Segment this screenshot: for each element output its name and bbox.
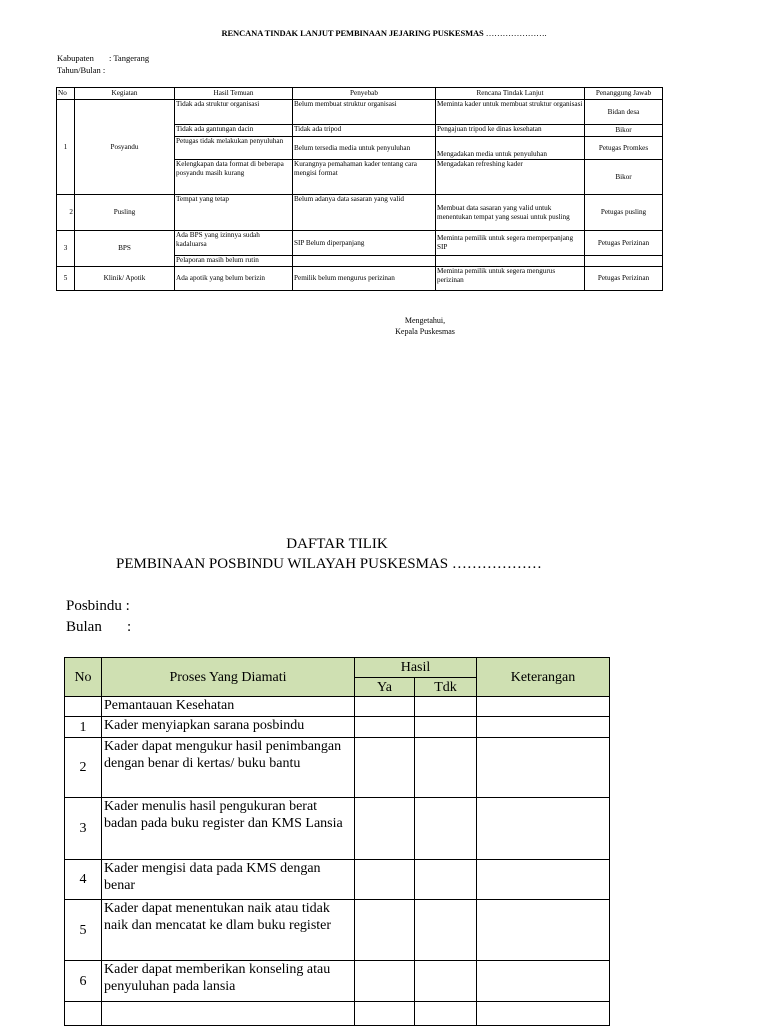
cell-tdk bbox=[415, 1002, 477, 1026]
col-header-pj: Penanggung Jawab bbox=[585, 88, 663, 100]
bulan-label: Bulan bbox=[66, 619, 102, 635]
table-row bbox=[65, 717, 610, 738]
cell-no: 1 bbox=[65, 717, 102, 738]
row-hasil: Petugas tidak melakukan penyuluhan bbox=[175, 137, 293, 160]
kabupaten-label: Kabupaten bbox=[57, 53, 94, 63]
cell-proses: Kader dapat memberikan konseling atau penyuluhan pada lansia bbox=[102, 961, 355, 1002]
col-header-no: No bbox=[57, 88, 75, 100]
row-penyebab bbox=[293, 256, 436, 267]
col-header-ya: Ya bbox=[355, 678, 415, 697]
row-rtl: Membuat data sasaran yang valid untuk menentukan tempat yang sesuai untuk pusling bbox=[436, 195, 585, 231]
row-hasil: Kelengkapan data format di beberapa posyandu masih kurang bbox=[175, 160, 293, 195]
row-kegiatan: Pusling bbox=[75, 195, 175, 231]
checklist-subtitle: PEMBINAAN POSBINDU WILAYAH PUSKESMAS ……………… bbox=[116, 556, 542, 572]
table-row bbox=[65, 961, 610, 1002]
col-header-hasil-temuan: Hasil Temuan bbox=[175, 88, 293, 100]
row-hasil: Ada apotik yang belum berizin bbox=[175, 267, 293, 291]
kabupaten-value: : Tangerang bbox=[109, 53, 150, 63]
rtl-title bbox=[0, 28, 768, 38]
row-penyebab: Tidak ada tripod bbox=[293, 125, 436, 137]
row-rtl: Meminta kader untuk membuat struktur organisasi bbox=[436, 100, 585, 125]
col-header-keterangan: Keterangan bbox=[477, 658, 610, 697]
cell-ya bbox=[355, 900, 415, 961]
cell-no: 6 bbox=[65, 961, 102, 1002]
row-penyebab: Kurangnya pemahaman kader tentang cara mengisi format bbox=[293, 160, 436, 195]
row-penyebab: Belum membuat struktur organisasi bbox=[293, 100, 436, 125]
signature-block bbox=[380, 315, 470, 337]
col-header-proses: Proses Yang Diamati bbox=[102, 658, 355, 697]
row-penyebab: Pemilik belum mengurus perizinan bbox=[293, 267, 436, 291]
col-header-tdk: Tdk bbox=[415, 678, 477, 697]
cell-proses bbox=[102, 1002, 355, 1026]
cell-keterangan bbox=[477, 697, 610, 717]
rtl-meta bbox=[57, 52, 149, 76]
cell-ya bbox=[355, 961, 415, 1002]
row-hasil: Tidak ada gantungan dacin bbox=[175, 125, 293, 137]
row-pj: Bidan desa bbox=[585, 100, 663, 125]
sign-line-kepala: Kepala Puskesmas bbox=[395, 327, 455, 336]
row-rtl: Mengadakan media untuk penyuluhan bbox=[436, 137, 585, 160]
row-penyebab: Belum tersedia media untuk penyuluhan bbox=[293, 137, 436, 160]
sign-line-mengetahui: Mengetahui, bbox=[404, 316, 446, 325]
posbindu-label: Posbindu : bbox=[66, 598, 130, 614]
table-row bbox=[65, 860, 610, 900]
table-row bbox=[65, 738, 610, 798]
bulan-separator: : bbox=[127, 619, 132, 635]
checklist-title: DAFTAR TILIK bbox=[286, 536, 388, 552]
cell-ya bbox=[355, 717, 415, 738]
table-row bbox=[57, 100, 663, 125]
cell-proses: Kader mengisi data pada KMS dengan benar bbox=[102, 860, 355, 900]
cell-tdk bbox=[415, 717, 477, 738]
row-hasil: Tidak ada struktur organisasi bbox=[175, 100, 293, 125]
table-row bbox=[57, 231, 663, 256]
cell-tdk bbox=[415, 900, 477, 961]
row-no: 1 bbox=[57, 100, 75, 195]
cell-proses: Kader dapat mengukur hasil penimbangan dengan benar di kertas/ buku bantu bbox=[102, 738, 355, 798]
col-header-hasil: Hasil bbox=[355, 658, 477, 678]
row-pj bbox=[585, 256, 663, 267]
cell-ya bbox=[355, 1002, 415, 1026]
cell-keterangan bbox=[477, 717, 610, 738]
row-no: 3 bbox=[57, 231, 75, 267]
table-row bbox=[65, 900, 610, 961]
row-pj: Petugas Perizinan bbox=[585, 267, 663, 291]
row-no: 5 bbox=[57, 267, 75, 291]
cell-tdk bbox=[415, 961, 477, 1002]
col-header-kegiatan: Kegiatan bbox=[75, 88, 175, 100]
row-penyebab: SIP Belum diperpanjang bbox=[293, 231, 436, 256]
cell-no: 5 bbox=[65, 900, 102, 961]
cell-tdk bbox=[415, 860, 477, 900]
cell-tdk bbox=[415, 697, 477, 717]
section-label: Pemantauan Kesehatan bbox=[102, 697, 355, 717]
section-row bbox=[65, 697, 610, 717]
cell-proses: Kader dapat menentukan naik atau tidak naik dan mencatat ke dlam buku register bbox=[102, 900, 355, 961]
cell-keterangan bbox=[477, 798, 610, 860]
row-pj: Petugas Promkes bbox=[585, 137, 663, 160]
row-no: 2 bbox=[57, 195, 75, 231]
cell-proses: Kader menyiapkan sarana posbindu bbox=[102, 717, 355, 738]
rtl-table bbox=[56, 87, 663, 291]
checklist-table bbox=[64, 657, 610, 1026]
row-pj: Petugas Perizinan bbox=[585, 231, 663, 256]
cell-keterangan bbox=[477, 1002, 610, 1026]
row-rtl bbox=[436, 256, 585, 267]
table-row bbox=[65, 798, 610, 860]
row-rtl: Meminta pemilik untuk segera mengurus perizinan bbox=[436, 267, 585, 291]
row-pj: Bikor bbox=[585, 125, 663, 137]
cell-no: 4 bbox=[65, 860, 102, 900]
row-hasil: Ada BPS yang izinnya sudah kadaluarsa bbox=[175, 231, 293, 256]
table-row bbox=[65, 1002, 610, 1026]
table-row bbox=[57, 195, 663, 231]
row-hasil: Tempat yang tetap bbox=[175, 195, 293, 231]
rtl-title-text: RENCANA TINDAK LANJUT PEMBINAAN JEJARING PUSKESMAS bbox=[221, 28, 484, 38]
col-header-no: No bbox=[65, 658, 102, 697]
col-header-rtl: Rencana Tindak Lanjut bbox=[436, 88, 585, 100]
cell-keterangan bbox=[477, 860, 610, 900]
tahun-bulan-label: Tahun/Bulan : bbox=[57, 65, 106, 75]
checklist-header-row bbox=[65, 658, 610, 678]
cell-tdk bbox=[415, 738, 477, 798]
cell-keterangan bbox=[477, 961, 610, 1002]
cell-keterangan bbox=[477, 738, 610, 798]
cell-keterangan bbox=[477, 900, 610, 961]
rtl-title-dots: …………………. bbox=[485, 28, 547, 38]
row-hasil: Pelaporan masih belum rutin bbox=[175, 256, 293, 267]
cell-no bbox=[65, 697, 102, 717]
row-kegiatan: BPS bbox=[75, 231, 175, 267]
rtl-header-row bbox=[57, 88, 663, 100]
col-header-penyebab: Penyebab bbox=[293, 88, 436, 100]
cell-tdk bbox=[415, 798, 477, 860]
row-penyebab: Belum adanya data sasaran yang valid bbox=[293, 195, 436, 231]
cell-no: 2 bbox=[65, 738, 102, 798]
cell-no bbox=[65, 1002, 102, 1026]
row-kegiatan: Posyandu bbox=[75, 100, 175, 195]
cell-no: 3 bbox=[65, 798, 102, 860]
row-kegiatan: Klinik/ Apotik bbox=[75, 267, 175, 291]
row-rtl: Mengadakan refreshing kader bbox=[436, 160, 585, 195]
row-rtl: Pengajuan tripod ke dinas kesehatan bbox=[436, 125, 585, 137]
row-rtl: Meminta pemilik untuk segera memperpanjang SIP bbox=[436, 231, 585, 256]
cell-ya bbox=[355, 697, 415, 717]
cell-ya bbox=[355, 860, 415, 900]
cell-proses: Kader menulis hasil pengukuran berat badan pada buku register dan KMS Lansia bbox=[102, 798, 355, 860]
cell-ya bbox=[355, 738, 415, 798]
row-pj: Bikor bbox=[585, 160, 663, 195]
row-pj: Petugas pusling bbox=[585, 195, 663, 231]
table-row bbox=[57, 267, 663, 291]
checklist-meta bbox=[66, 596, 131, 638]
cell-ya bbox=[355, 798, 415, 860]
